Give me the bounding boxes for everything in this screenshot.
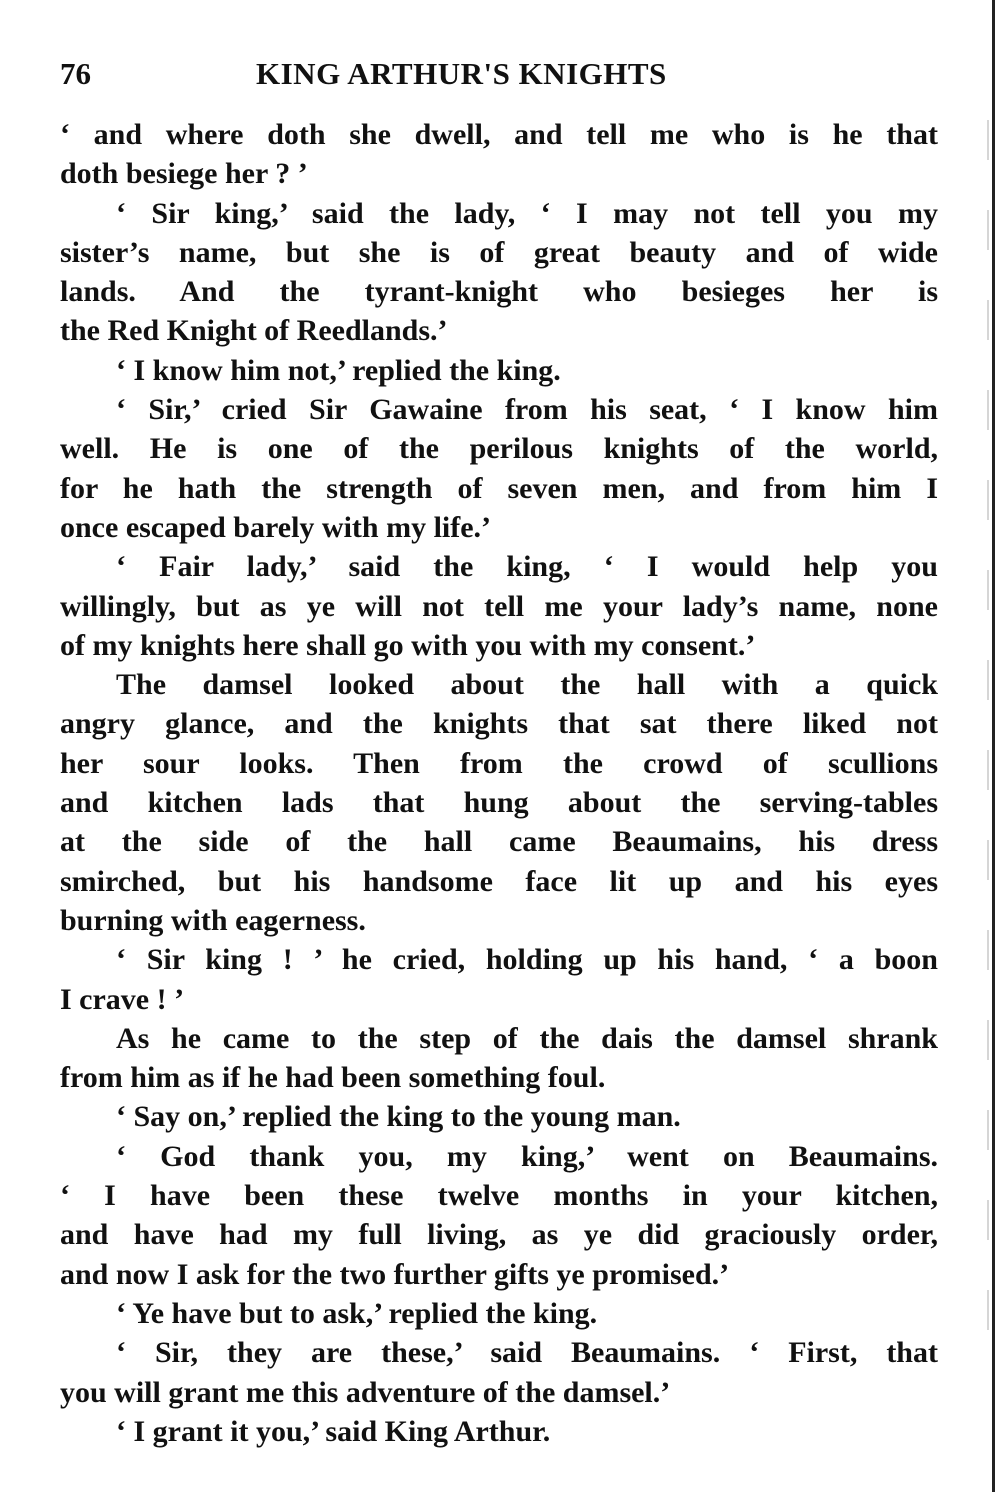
text-line: from him as if he had been something foul. xyxy=(60,1061,606,1095)
text-line: doth besiege her ? ’ xyxy=(60,157,308,191)
text-line: I crave ! ’ xyxy=(60,982,185,1016)
text-line: ‘ Fair lady,’ said the king, ‘ I would help you xyxy=(116,550,938,584)
text-line: ‘ Sir king,’ said the lady, ‘ I may not tell you my xyxy=(116,196,938,230)
text-line: for he hath the strength of seven men, and from him I xyxy=(60,471,938,505)
text-line: ‘ Sir king ! ’ he cried, holding up his hand, ‘ a boon xyxy=(116,943,938,977)
running-title: KING ARTHUR'S KNIGHTS xyxy=(256,56,667,91)
text-line: ‘ and where doth she dwell, and tell me who is he that xyxy=(60,118,938,151)
text-line: ‘ God thank you, my king,’ went on Beaumains. xyxy=(116,1139,938,1173)
text-line: The damsel looked about the hall with a quick xyxy=(116,668,938,702)
text-line: ‘ I grant it you,’ said King Arthur. xyxy=(116,1414,551,1448)
text-line: the Red Knight of Reedlands.’ xyxy=(60,314,448,348)
page-edge-shadow xyxy=(987,120,989,1370)
text-line: once escaped barely with my life.’ xyxy=(60,510,492,544)
text-line: smirched, but his handsome face lit up and his eyes xyxy=(60,864,938,898)
page-edge-line xyxy=(992,0,995,1492)
text-line: at the side of the hall came Beaumains, his dress xyxy=(60,825,938,859)
text-line: ‘ I know him not,’ replied the king. xyxy=(116,353,561,387)
text-line: ‘ Ye have but to ask,’ replied the king. xyxy=(116,1296,598,1330)
text-line: As he came to the step of the dais the damsel shrank xyxy=(116,1021,938,1055)
text-line: and have had my full living, as ye did graciously order, xyxy=(60,1218,938,1252)
text-line: and kitchen lads that hung about the serving-tables xyxy=(60,786,938,820)
text-line: you will grant me this adventure of the damsel.’ xyxy=(60,1375,671,1409)
text-line: lands. And the tyrant-knight who besieges her is xyxy=(60,275,938,309)
text-line: willingly, but as ye will not tell me your lady’s name, none xyxy=(60,589,938,623)
text-line: of my knights here shall go with you with my consent.’ xyxy=(60,628,756,662)
text-line: ‘ I have been these twelve months in your kitchen, xyxy=(60,1179,938,1213)
text-line: burning with eagerness. xyxy=(60,903,366,937)
text-line: angry glance, and the knights that sat there liked not xyxy=(60,707,938,741)
page-number: 76 xyxy=(60,56,91,91)
text-line: ‘ Say on,’ replied the king to the young man. xyxy=(116,1100,681,1134)
text-line: sister’s name, but she is of great beauty and of wide xyxy=(60,235,938,269)
page-header xyxy=(60,50,940,98)
text-line: and now I ask for the two further gifts ye promised.’ xyxy=(60,1257,730,1291)
text-line: her sour looks. Then from the crowd of scullions xyxy=(60,746,938,780)
text-line: ‘ Sir,’ cried Sir Gawaine from his seat, ‘ I know him xyxy=(116,393,938,427)
text-line: well. He is one of the perilous knights of the world, xyxy=(60,432,938,466)
text-line: ‘ Sir, they are these,’ said Beaumains. ‘ First, that xyxy=(116,1336,938,1370)
body-text xyxy=(60,115,938,1451)
